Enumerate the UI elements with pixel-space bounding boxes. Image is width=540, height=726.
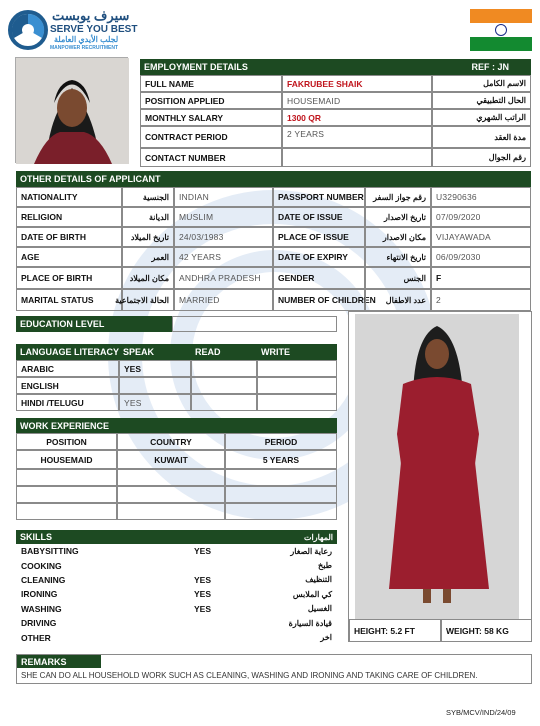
language-name: ARABIC	[16, 360, 119, 377]
applicant-photo-full	[348, 311, 532, 642]
read-value	[191, 360, 257, 377]
skill-value: YES	[194, 574, 212, 585]
skill-value: YES	[194, 546, 212, 557]
field-label-ar: رقم جواز السفر	[365, 187, 431, 207]
skill-value	[137, 558, 256, 572]
field-label-ar: العمر	[122, 247, 174, 267]
field-label: NATIONALITY	[16, 187, 122, 207]
education-level-value	[172, 316, 337, 332]
skill-value	[137, 616, 256, 630]
work-experience-header: WORK EXPERIENCE	[16, 418, 337, 433]
skill-label-ar: قيادة السيارة	[288, 618, 332, 628]
field-label: PLACE OF ISSUE	[273, 227, 365, 247]
work-column-row	[16, 433, 337, 450]
weight-label: WEIGHT: 58 KG	[441, 619, 532, 642]
field-label-ar: تاريخ الاصدار	[365, 207, 431, 227]
work-period: 5 YEARS	[225, 450, 337, 469]
remarks-header: REMARKS	[17, 655, 101, 668]
speak-header: SPEAK	[123, 347, 155, 357]
skill-label-ar: رعاية الصغار	[290, 546, 332, 556]
position-column: POSITION	[16, 433, 117, 450]
salary-value: 1300 QR	[282, 109, 432, 126]
remarks-text: SHE CAN DO ALL HOUSEHOLD WORK SUCH AS CLEANING, WASHING AND IRONING AND TAKING CARE OF CHILDREN.	[21, 671, 478, 680]
employment-details-table	[140, 75, 531, 167]
field-label-ar: عدد الاطفال	[365, 289, 431, 311]
work-country	[117, 503, 225, 520]
skill-label-ar: الغسيل	[307, 604, 332, 614]
row-label: POSITION APPLIED	[140, 92, 282, 109]
field-value: U3290636	[431, 187, 531, 207]
field-label: MARITAL STATUS	[16, 289, 122, 311]
language-name: HINDI /TELUGU	[16, 394, 119, 411]
field-label-ar: مكان الميلاد	[122, 267, 174, 289]
language-row	[16, 394, 337, 411]
field-value: 24/03/1983	[174, 227, 273, 247]
field-value: VIJAYAWADA	[431, 227, 531, 247]
write-value	[257, 377, 337, 394]
language-header-row	[16, 344, 337, 360]
write-value	[257, 394, 337, 411]
india-flag	[470, 9, 532, 51]
language-header: LANGUAGE LITERACY	[20, 347, 119, 357]
employment-row	[140, 148, 531, 167]
other-row	[16, 247, 531, 267]
speak-value	[119, 377, 191, 394]
field-label: PASSPORT NUMBER	[273, 187, 365, 207]
field-label: AGE	[16, 247, 122, 267]
row-label: FULL NAME	[140, 75, 282, 92]
period-column: PERIOD	[225, 433, 337, 450]
skill-label: CLEANING	[21, 574, 66, 585]
work-position	[16, 486, 117, 503]
field-label: DATE OF ISSUE	[273, 207, 365, 227]
skill-label: COOKING	[21, 560, 62, 571]
company-sub-ar: لجلب الأيدي العاملة	[54, 35, 119, 44]
education-level-row	[16, 316, 337, 332]
field-label: NUMBER OF CHILDREN	[273, 289, 365, 311]
write-value	[257, 360, 337, 377]
company-name-en: SERVE YOU BEST	[50, 24, 138, 35]
other-row	[16, 227, 531, 247]
read-header: READ	[195, 347, 221, 357]
work-period	[225, 486, 337, 503]
field-label-ar: الحالة الاجتماعية	[122, 289, 174, 311]
field-label: PLACE OF BIRTH	[16, 267, 122, 289]
row-label-ar: الراتب الشهري	[432, 109, 531, 126]
employment-row	[140, 75, 531, 92]
skill-value: YES	[194, 603, 212, 614]
skill-row	[16, 558, 337, 572]
work-country: KUWAIT	[117, 450, 225, 469]
work-row	[16, 486, 337, 503]
field-label-ar: الجنس	[365, 267, 431, 289]
work-position	[16, 469, 117, 486]
skill-label: BABYSITTING	[21, 546, 79, 557]
other-row	[16, 289, 531, 311]
write-header: WRITE	[261, 347, 290, 357]
skill-label: WASHING	[21, 603, 62, 614]
work-country	[117, 486, 225, 503]
work-row	[16, 469, 337, 486]
language-table	[16, 344, 337, 411]
other-row	[16, 267, 531, 289]
speak-value: YES	[119, 394, 191, 411]
skill-label-ar: التنظيف	[305, 575, 332, 585]
skills-title: SKILLS	[20, 532, 53, 542]
field-value: 06/09/2030	[431, 247, 531, 267]
skill-row	[16, 573, 337, 587]
read-value	[191, 377, 257, 394]
row-label: MONTHLY SALARY	[140, 109, 282, 126]
field-value: MUSLIM	[174, 207, 273, 227]
other-row	[16, 207, 531, 227]
field-value: F	[431, 267, 531, 289]
field-label: DATE OF EXPIRY	[273, 247, 365, 267]
skill-row	[16, 544, 337, 558]
field-label-ar: تاريخ الميلاد	[122, 227, 174, 247]
contract-value: 2 YEARS	[282, 126, 432, 148]
other-row	[16, 187, 531, 207]
employment-row	[140, 92, 531, 109]
language-name: ENGLISH	[16, 377, 119, 394]
other-details-table	[16, 187, 531, 311]
employment-row	[140, 126, 531, 148]
field-label-ar: الديانة	[122, 207, 174, 227]
position-value: HOUSEMAID	[282, 92, 432, 109]
employment-row	[140, 109, 531, 126]
field-label: GENDER	[273, 267, 365, 289]
company-sub-en: MANPOWER RECRUITMENT	[50, 45, 119, 51]
skill-label-ar: اخر	[320, 633, 332, 643]
skill-label: OTHER	[21, 632, 51, 643]
company-name-ar: سيرف يوبست	[52, 8, 130, 23]
company-logo	[8, 10, 48, 50]
work-country	[117, 469, 225, 486]
employment-details-title: EMPLOYMENT DETAILS	[144, 62, 248, 72]
speak-value: YES	[119, 360, 191, 377]
document-code: SYB/MCV/IND/24/09	[446, 708, 516, 717]
field-label-ar: تاريخ الانتهاء	[365, 247, 431, 267]
employment-details-header	[140, 59, 531, 75]
field-label-ar: مكان الاصدار	[365, 227, 431, 247]
field-label-ar: الجنسية	[122, 187, 174, 207]
chakra-icon	[495, 24, 507, 36]
height-label: HEIGHT: 5.2 FT	[349, 619, 441, 642]
skill-value	[137, 630, 256, 644]
work-row	[16, 503, 337, 520]
skill-row	[16, 630, 337, 644]
skill-label-ar: طبخ	[318, 561, 332, 571]
field-value: ANDHRA PRADESH	[174, 267, 273, 289]
skill-row	[16, 587, 337, 601]
row-label: CONTACT NUMBER	[140, 148, 282, 167]
skills-table	[16, 544, 337, 645]
skill-label-ar: كي الملابس	[292, 589, 332, 599]
skill-row	[16, 616, 337, 630]
other-details-header: OTHER DETAILS OF APPLICANT	[16, 171, 531, 187]
skill-row	[16, 602, 337, 616]
row-label-ar: الاسم الكامل	[432, 75, 531, 92]
work-period	[225, 469, 337, 486]
work-position	[16, 503, 117, 520]
ref-label: REF : JN	[471, 62, 509, 72]
field-value: 07/09/2020	[431, 207, 531, 227]
work-experience-table	[16, 433, 337, 520]
country-column: COUNTRY	[117, 433, 225, 450]
full-name-value: FAKRUBEE SHAIK	[282, 75, 432, 92]
row-label-ar: الحال التطبيقي	[432, 92, 531, 109]
field-value: INDIAN	[174, 187, 273, 207]
contact-value	[282, 148, 432, 167]
work-position: HOUSEMAID	[16, 450, 117, 469]
skills-title-ar: المهارات	[303, 532, 333, 542]
skills-header	[16, 530, 337, 544]
education-level-header: EDUCATION LEVEL	[16, 316, 172, 332]
row-label-ar: مدة العقد	[432, 126, 531, 148]
field-label: DATE OF BIRTH	[16, 227, 122, 247]
skill-label: DRIVING	[21, 618, 57, 629]
applicant-photo-portrait	[15, 57, 128, 163]
row-label: CONTRACT PERIOD	[140, 126, 282, 148]
field-value: 42 YEARS	[174, 247, 273, 267]
remarks-box	[16, 654, 532, 684]
field-label: RELIGION	[16, 207, 122, 227]
row-label-ar: رقم الجوال	[432, 148, 531, 167]
language-row	[16, 377, 337, 394]
work-period	[225, 503, 337, 520]
skill-value: YES	[194, 589, 212, 600]
field-value: MARRIED	[174, 289, 273, 311]
language-row	[16, 360, 337, 377]
read-value	[191, 394, 257, 411]
field-value: 2	[431, 289, 531, 311]
work-row	[16, 450, 337, 469]
skill-label: IRONING	[21, 589, 58, 600]
